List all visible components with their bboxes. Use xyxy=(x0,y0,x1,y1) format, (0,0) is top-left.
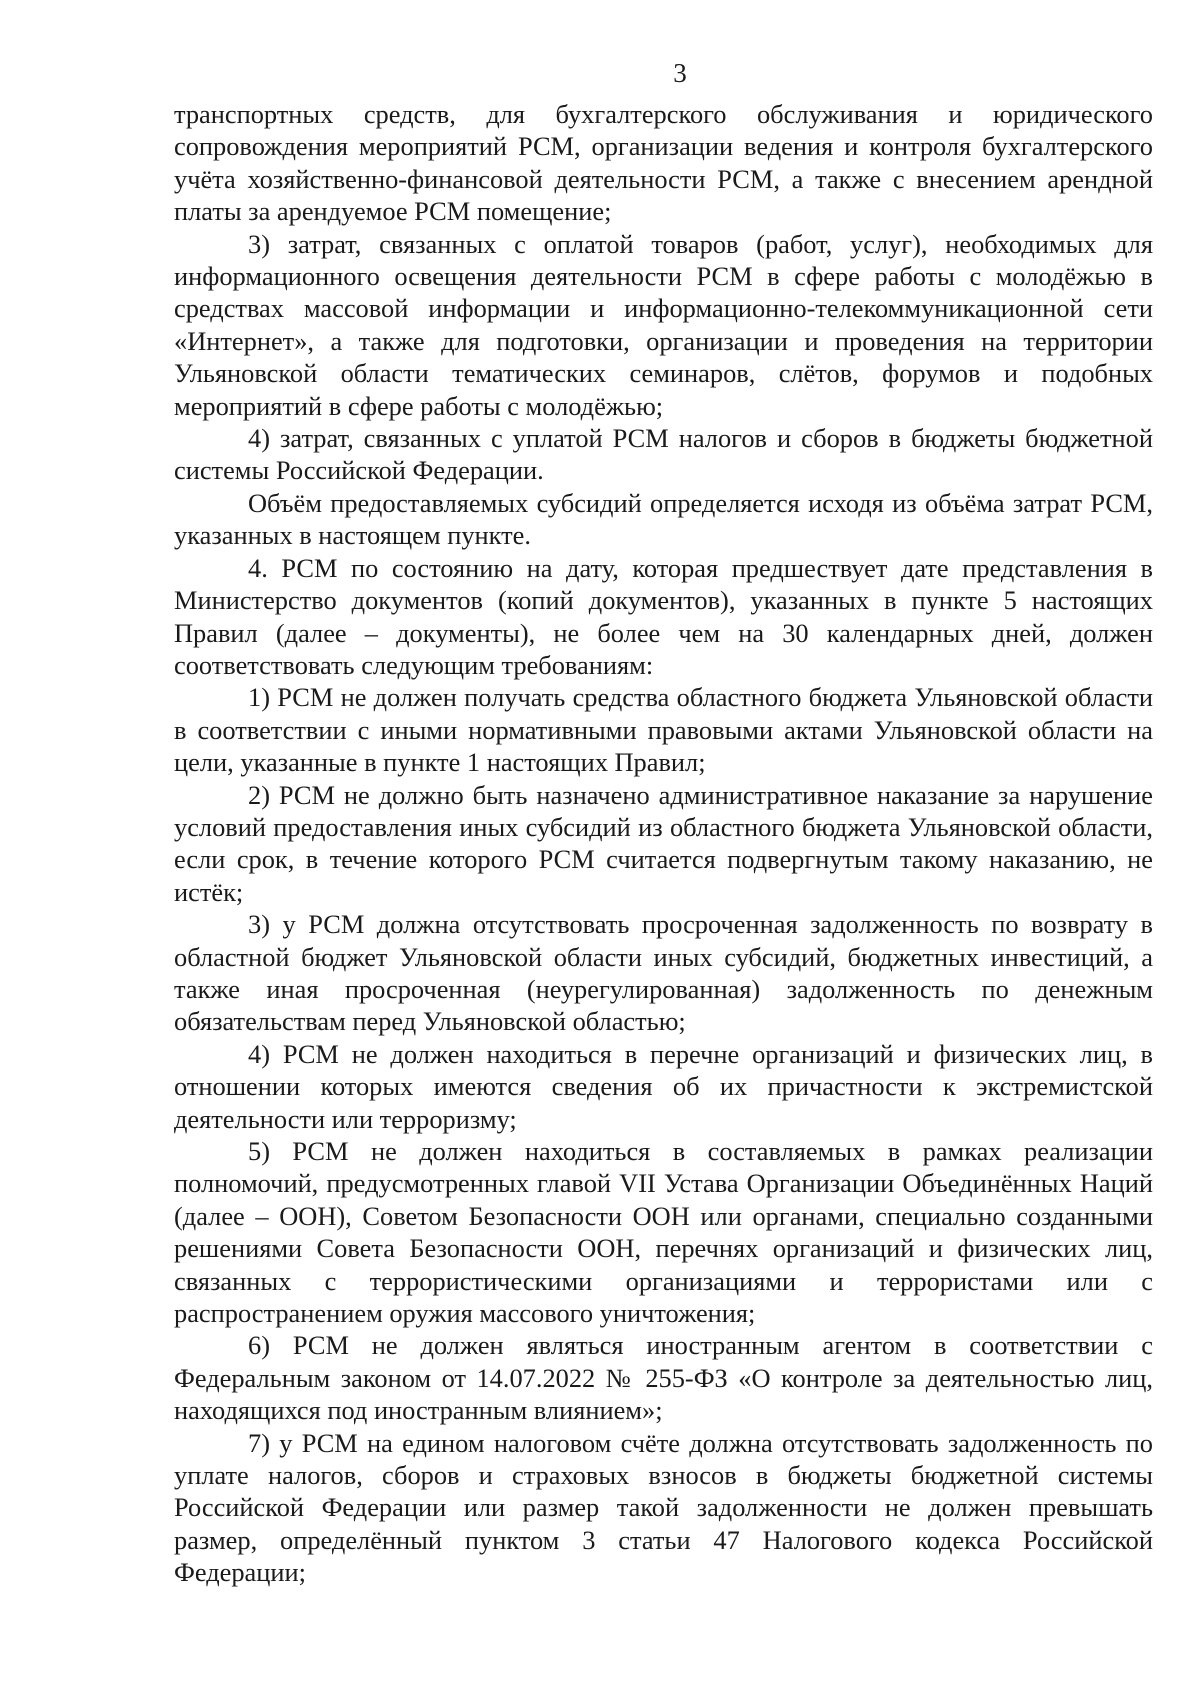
paragraph-requirement-2: 2) РСМ не должно быть назначено административное наказание за нарушение условий предоставления иных субсидий из областного бюджета Ульяновской области, если срок, в течение которого РСМ считается подвергнутым такому наказанию, не истёк; xyxy=(174,779,1153,907)
paragraph-item-4: 4) затрат, связанных с уплатой РСМ налогов и сборов в бюджеты бюджетной системы Российской Федерации. xyxy=(174,423,1153,486)
paragraph-section-4: 4. РСМ по состоянию на дату, которая предшествует дате представления в Министерство документов (копий документов), указанных в пункте 5 настоящих Правил (далее – документы), не более чем на 30 календарных дней, должен соответствовать следующим требованиям: xyxy=(174,552,1153,680)
paragraph-requirement-7: 7) у РСМ на едином налоговом счёте должна отсутствовать задолженность по уплате налогов, сборов и страховых взносов в бюджеты бюджетной системы Российской Федерации или размер такой задолженности не должен превышать размер, определённый пунктом 3 статьи 47 Налогового кодекса Российской Федерации; xyxy=(174,1427,1153,1588)
paragraph-item-3: 3) затрат, связанных с оплатой товаров (работ, услуг), необходимых для информационного освещения деятельности РСМ в сфере работы с молодёжью в средствах массовой информации и информационно-телекоммуникационной сети «Интернет», а также для подготовки, организации и проведения на территории Ульяновской области тематических семинаров, слётов, форумов и подобных мероприятий в сфере работы с молодёжью; xyxy=(174,228,1153,421)
document-body xyxy=(174,98,1153,1589)
page-number: 3 xyxy=(673,58,687,88)
paragraph-subsidy-volume: Объём предоставляемых субсидий определяется исходя из объёма затрат РСМ, указанных в настоящем пункте. xyxy=(174,487,1153,551)
paragraph-continuation: транспортных средств, для бухгалтерского обслуживания и юридического сопровождения мероприятий РСМ, организации ведения и контроля бухгалтерского учёта хозяйственно-финансовой деятельности РСМ, а также с внесением арендной платы за арендуемое РСМ помещение; xyxy=(174,99,1153,227)
paragraph-requirement-6: 6) РСМ не должен являться иностранным агентом в соответствии с Федеральным законом от 14.07.2022 № 255-ФЗ «О контроле за деятельностью лиц, находящихся под иностранным влиянием»; xyxy=(174,1330,1153,1426)
paragraph-requirement-1: 1) РСМ не должен получать средства областного бюджета Ульяновской области в соответствии с иными нормативными правовыми актами Ульяновской области на цели, указанные в пункте 1 настоящих Правил; xyxy=(174,682,1153,778)
paragraph-requirement-5: 5) РСМ не должен находиться в составляемых в рамках реализации полномочий, предусмотренных главой VII Устава Организации Объединённых Наций (далее – ООН), Советом Безопасности ООН или органами, специально созданными решениями Совета Безопасности ООН, перечнях организаций и физических лиц, связанных с террористическими организациями и террористами или с распространением оружия массового уничтожения; xyxy=(174,1136,1153,1329)
paragraph-requirement-4: 4) РСМ не должен находиться в перечне организаций и физических лиц, в отношении которых имеются сведения об их причастности к экстремистской деятельности или терроризму; xyxy=(174,1038,1153,1134)
paragraph-requirement-3: 3) у РСМ должна отсутствовать просроченная задолженность по возврату в областной бюджет Ульяновской области иных субсидий, бюджетных инвестиций, а также иная просроченная (неурегулированная) задолженность по денежным обязательствам перед Ульяновской областью; xyxy=(174,909,1153,1037)
